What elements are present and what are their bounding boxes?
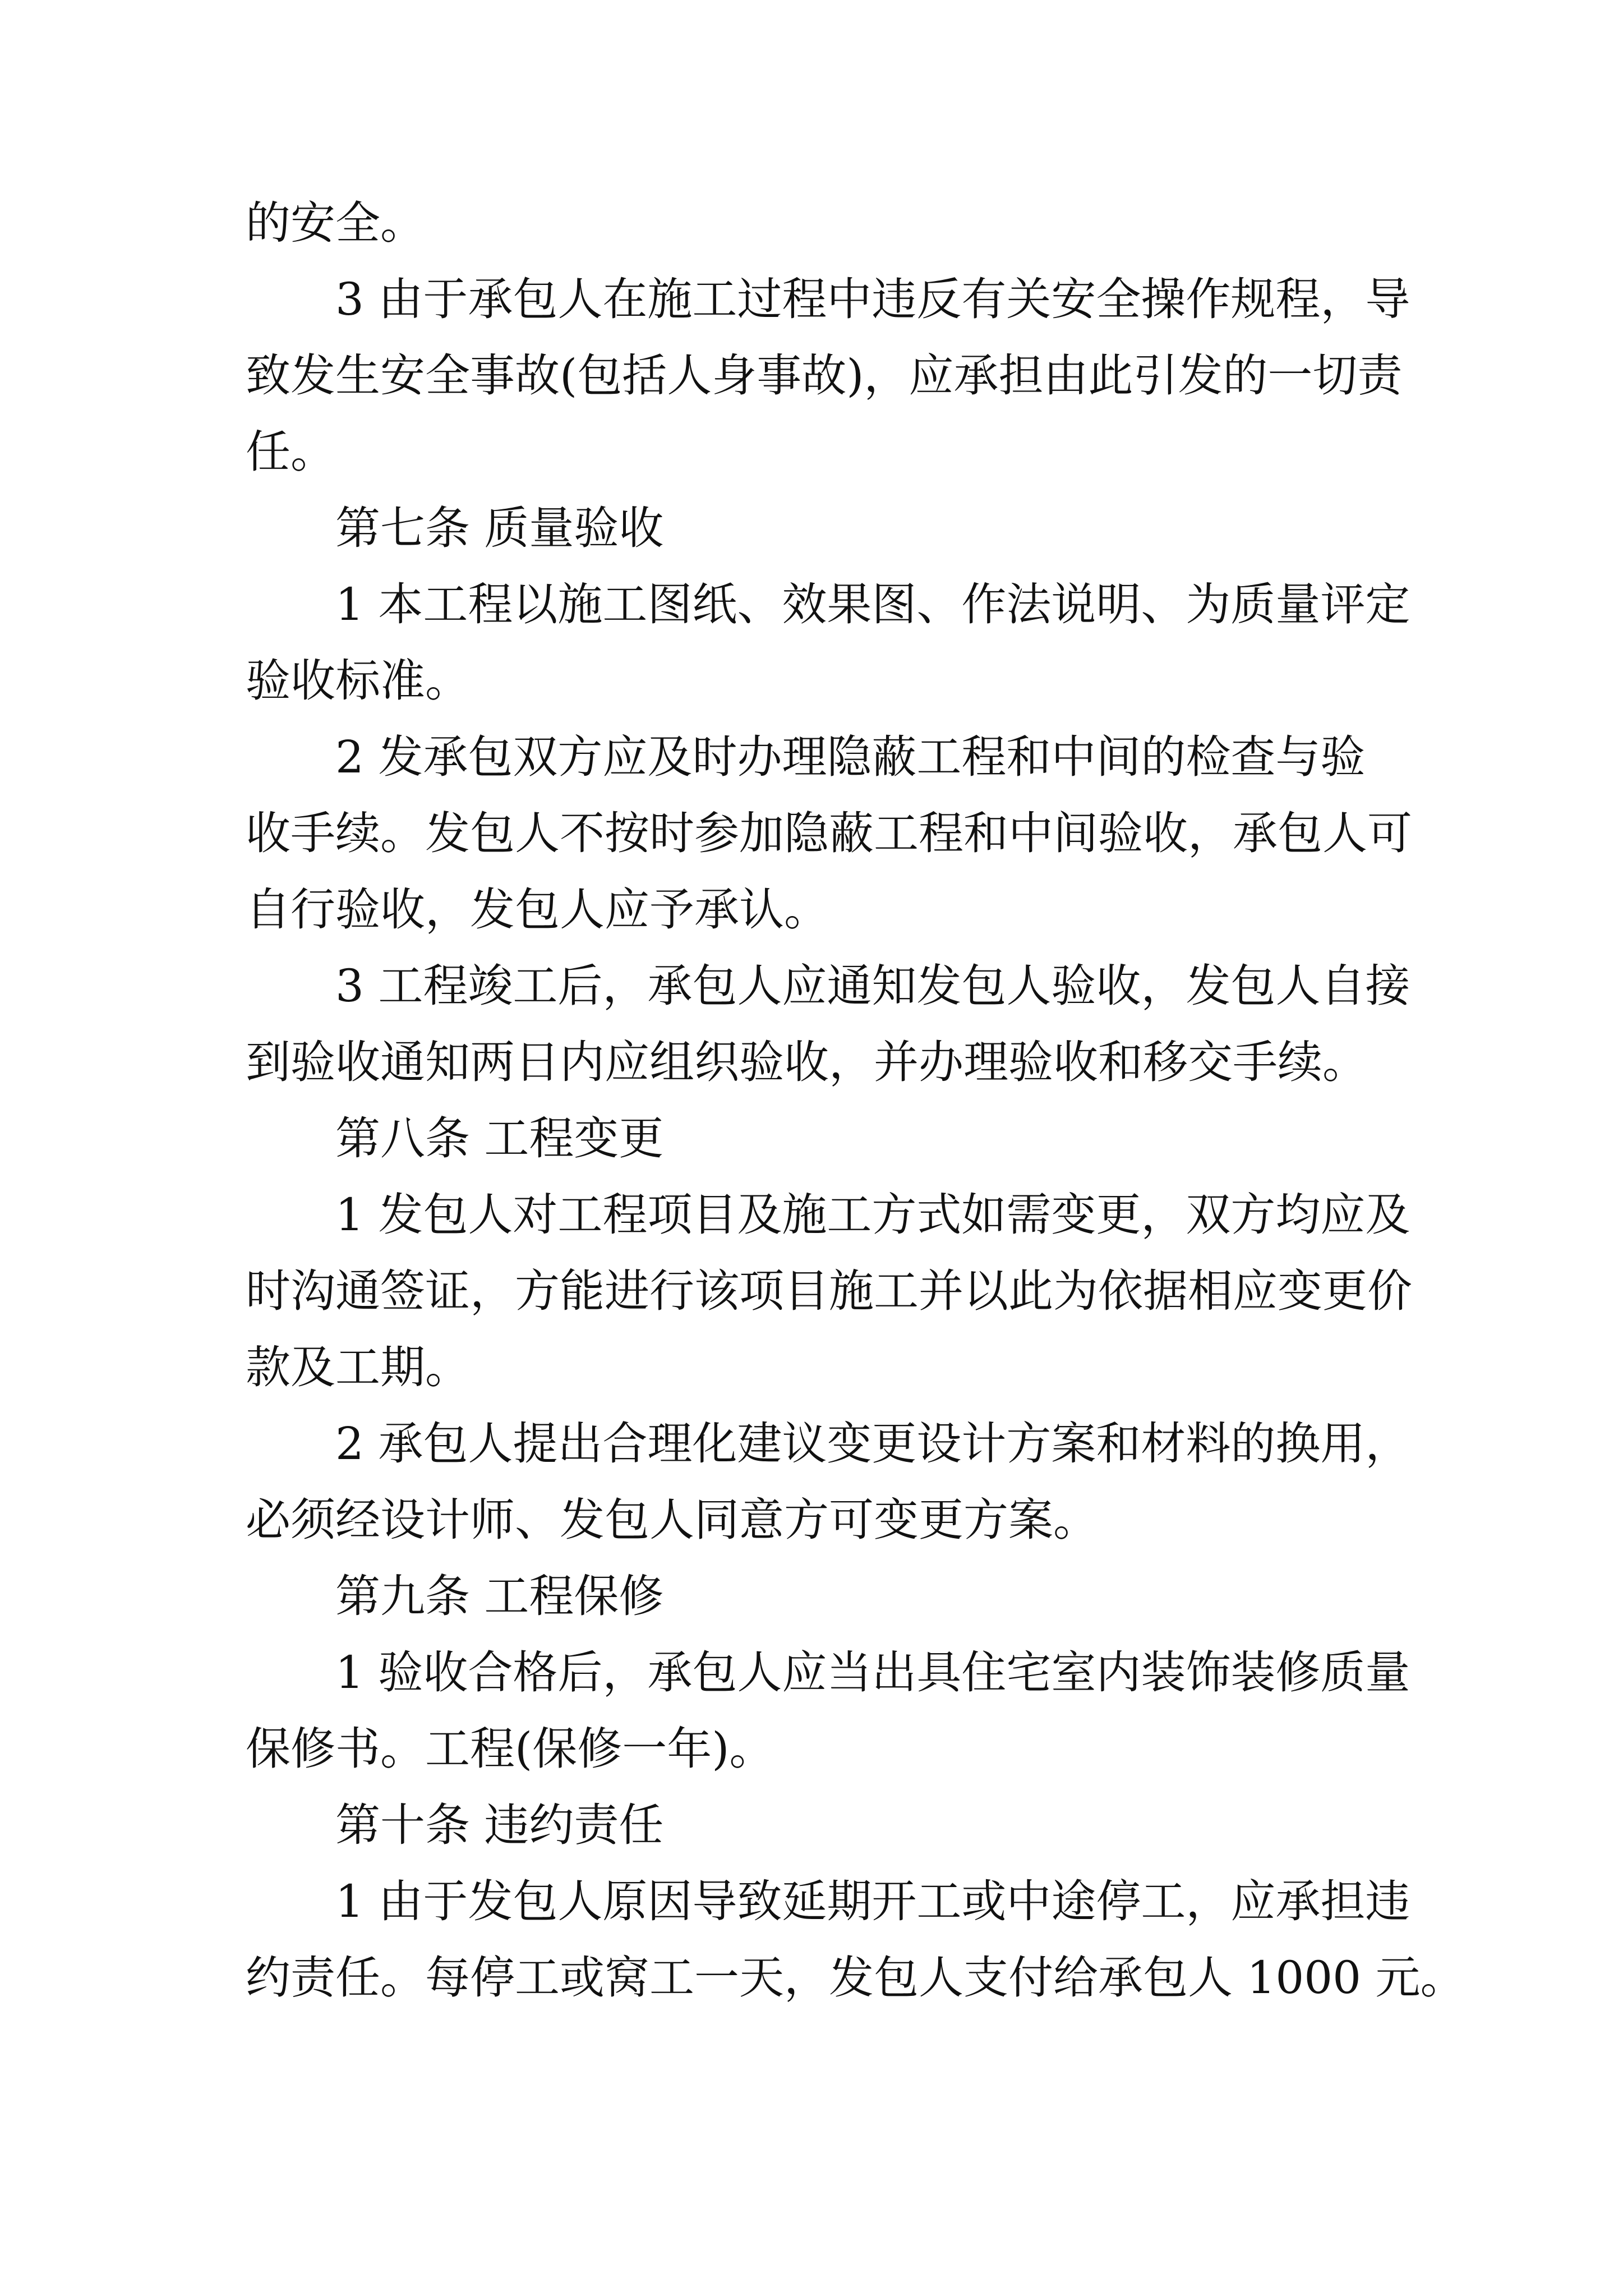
article-7-item-2: 2 发承包双方应及时办理隐蔽工程和中间的检查与验 — [335, 731, 1366, 783]
paragraph-safety-item-3: 3 由于承包人在施工过程中违反有关安全操作规程，导 — [335, 273, 1410, 325]
text-line: 任。 — [246, 426, 335, 478]
text-line: 验收标准。 — [246, 655, 470, 707]
article-8-item-1: 1 发包人对工程项目及施工方式如需变更，双方均应及 — [335, 1189, 1410, 1241]
document-body — [246, 185, 1465, 2016]
text-line: 到验收通知两日内应组织验收，并办理验收和移交手续。 — [246, 1036, 1367, 1088]
text-line: 自行验收，发包人应予承认。 — [246, 884, 829, 936]
article-8-heading: 第八条 工程变更 — [335, 1112, 664, 1165]
text-line: 必须经设计师、发包人同意方可变更方案。 — [246, 1494, 1098, 1546]
article-10-heading: 第十条 违约责任 — [335, 1799, 664, 1851]
text-line: 收手续。发包人不按时参加隐蔽工程和中间验收，承包人可 — [246, 807, 1412, 859]
article-7-item-1: 1 本工程以施工图纸、效果图、作法说明、为质量评定 — [335, 578, 1410, 631]
text-line: 约责任。每停工或窝工一天，发包人支付给承包人 1000 元。 — [246, 1952, 1465, 2004]
text-line: 时沟通签证，方能进行该项目施工并以此为依据相应变更价 — [246, 1265, 1412, 1317]
article-9-item-1: 1 验收合格后，承包人应当出具住宅室内装饰装修质量 — [335, 1646, 1410, 1699]
article-10-item-1: 1 由于发包人原因导致延期开工或中途停工，应承担违 — [335, 1875, 1410, 1927]
article-7-item-3: 3 工程竣工后，承包人应通知发包人验收，发包人自接 — [335, 960, 1410, 1012]
text-line: 致发生安全事故(包括人身事故)，应承担由此引发的一切责 — [246, 349, 1403, 402]
article-8-item-2: 2 承包人提出合理化建议变更设计方案和材料的换用， — [335, 1418, 1410, 1470]
article-7-heading: 第七条 质量验收 — [335, 502, 664, 554]
text-line: 的安全。 — [246, 197, 425, 249]
text-line: 款及工期。 — [246, 1341, 470, 1393]
text-line: 保修书。工程(保修一年)。 — [246, 1723, 774, 1775]
article-9-heading: 第九条 工程保修 — [335, 1570, 664, 1622]
